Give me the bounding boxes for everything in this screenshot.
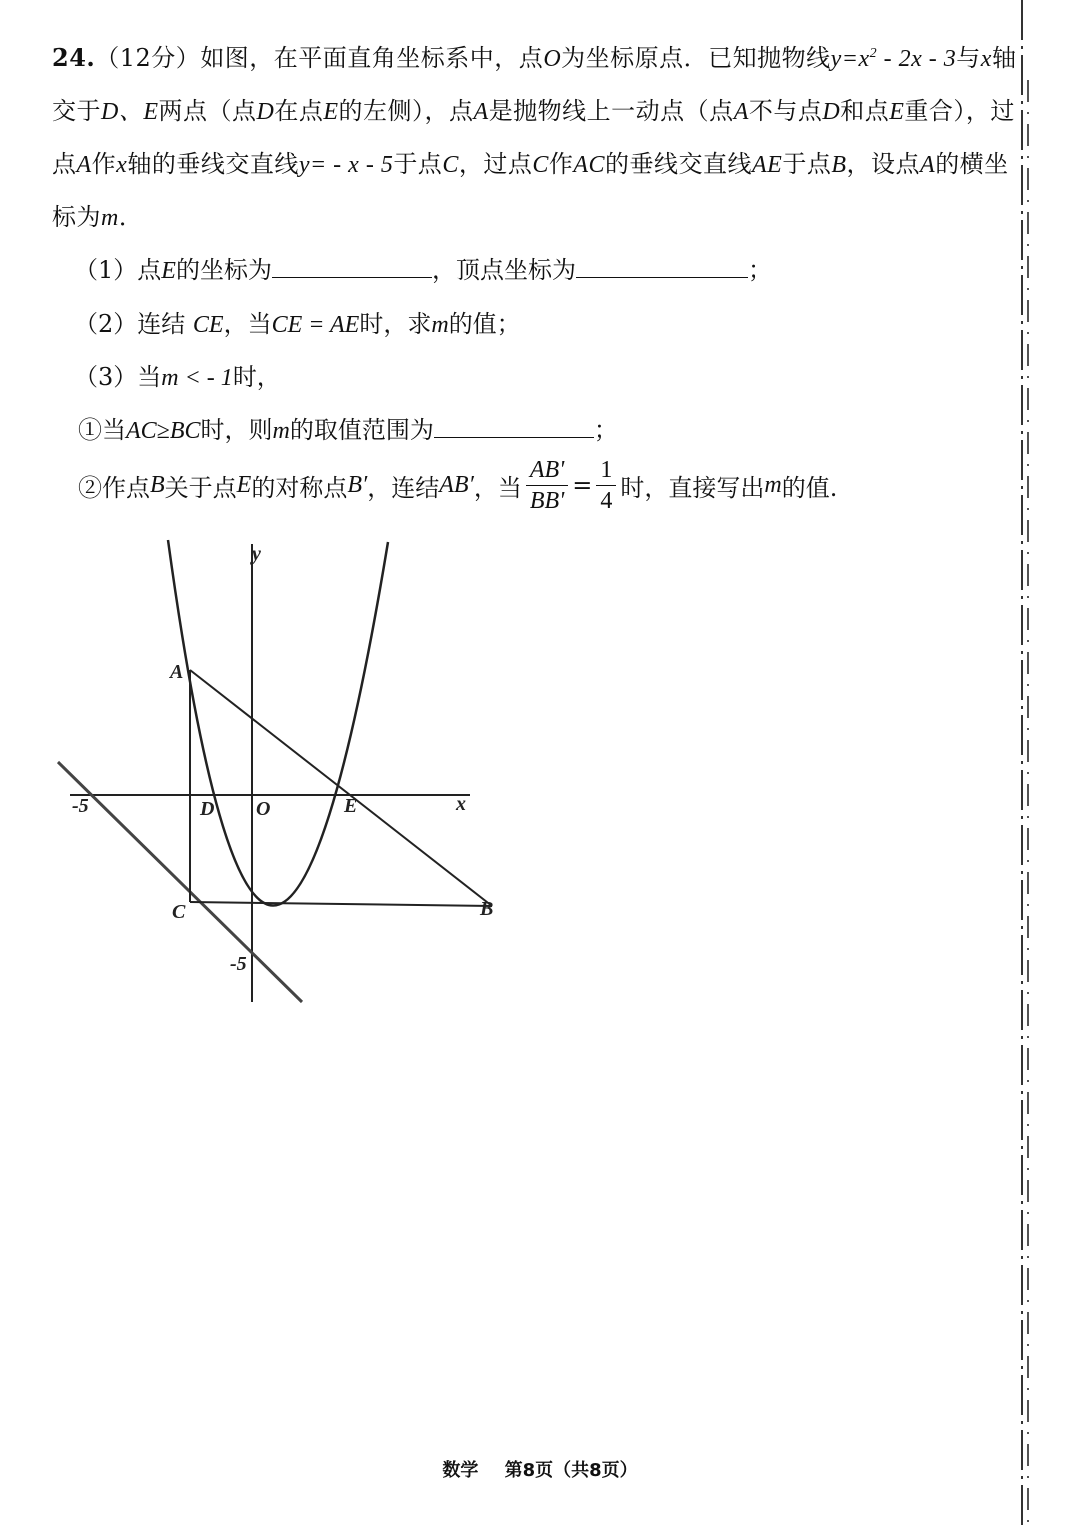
q3-condition: m < - 1: [161, 365, 233, 391]
q3b-end: 的值.: [781, 474, 838, 502]
problem-text: 不与点: [748, 97, 823, 125]
q3b-label: ②作点: [78, 474, 150, 502]
footer-page-number: 第8页（共8页）: [504, 1460, 638, 1481]
q3a-text: 的取值范围为: [289, 416, 434, 444]
label-o: O: [256, 798, 271, 820]
q2-end: 的值；: [448, 310, 521, 338]
footer-subject: 数学: [442, 1460, 479, 1481]
q3a-end: ；: [593, 416, 618, 444]
var-m: m: [272, 418, 290, 444]
point-e: E: [236, 472, 252, 498]
point-e: E: [889, 99, 905, 125]
label-neg5-y: -5: [230, 953, 247, 975]
point-b-prime: B′: [347, 472, 368, 498]
segment-ae: AE: [752, 152, 783, 178]
problem-text: 是抛物线上一动点（点: [488, 97, 734, 125]
problem-text: ．: [118, 203, 144, 231]
q3b-text: 时，直接写出: [620, 474, 765, 502]
page-footer: [0, 1456, 1080, 1482]
question-3: [74, 357, 281, 392]
x-var: x: [116, 152, 128, 178]
problem-text: 的横坐标为: [52, 150, 1009, 231]
point-o: O: [543, 46, 562, 72]
point-e: E: [161, 258, 176, 284]
question-1: [74, 250, 772, 285]
answer-blank-m-range[interactable]: [434, 437, 594, 438]
point-c: C: [442, 152, 459, 178]
value-numerator: 1: [596, 455, 616, 486]
q3a-label: ①当: [78, 416, 126, 444]
problem-number: 24.: [52, 43, 96, 72]
segment-ac: AC: [573, 152, 606, 178]
question-3-part-1: [78, 410, 618, 445]
label-x: x: [456, 793, 466, 815]
problem-statement: [52, 28, 1022, 244]
ratio-denominator: BB': [529, 488, 565, 514]
label-neg5-x: -5: [72, 795, 89, 817]
value-fraction: [596, 455, 616, 516]
label-y: y: [252, 543, 261, 565]
problem-text: 于点: [782, 150, 832, 178]
problem-text: 的左侧），点: [338, 97, 474, 125]
label-a: A: [170, 661, 184, 683]
binding-edge-mark: [1020, 0, 1032, 1527]
problem-text: 重合），过点: [52, 97, 1015, 178]
label-e: E: [344, 795, 358, 817]
problem-text: ，过点: [458, 150, 533, 178]
problem-text: 作: [91, 150, 117, 178]
q3b-text: 的对称点: [251, 474, 348, 502]
q3a-condition: AC≥BC: [126, 418, 201, 444]
problem-text: 在点: [274, 97, 324, 125]
ratio-numerator: AB': [526, 455, 568, 486]
answer-blank-e-coord[interactable]: [272, 277, 432, 278]
coordinate-figure: [40, 530, 520, 1020]
equals-sign: =: [572, 471, 593, 500]
ratio-fraction: [526, 455, 568, 516]
q3-label: （3）当: [74, 363, 162, 391]
problem-text: 如图，在平面直角坐标系中，点: [200, 44, 544, 72]
point-d: D: [822, 99, 841, 125]
q3b-text: ，当: [473, 474, 522, 502]
q3b-text: ，连结: [367, 474, 440, 502]
q1-label: （1）点: [74, 256, 162, 284]
problem-text: ，设点: [846, 150, 921, 178]
problem-text: 为坐标原点．已知抛物线: [561, 44, 831, 72]
problem-text: 和点: [840, 97, 890, 125]
x-var: x: [980, 46, 992, 72]
parabola-equation: [831, 46, 957, 72]
label-d: D: [200, 798, 215, 820]
parabola-suffix: - 2x - 3: [877, 46, 957, 72]
problem-text: 作: [548, 150, 574, 178]
var-m: m: [764, 472, 782, 498]
parabola-exponent: 2: [869, 46, 878, 61]
problem-text: 于点: [393, 150, 443, 178]
points-de: D、E: [101, 99, 159, 125]
point-d: D: [256, 99, 275, 125]
point-e: E: [323, 99, 339, 125]
q3b-text: 关于点: [164, 474, 237, 502]
point-c: C: [532, 152, 549, 178]
point-a: A: [733, 99, 749, 125]
q1-text: 的坐标为: [175, 256, 272, 284]
segment-ce: CE: [192, 312, 224, 338]
q1-end: ；: [747, 256, 772, 284]
line-equation: y= - x - 5: [298, 152, 394, 178]
problem-points: （12分）: [95, 44, 201, 72]
answer-blank-vertex[interactable]: [576, 277, 748, 278]
var-m: m: [431, 312, 449, 338]
problem-text: 轴的垂线交直线: [127, 150, 299, 178]
point-b: B: [150, 472, 165, 498]
point-b: B: [831, 152, 847, 178]
label-c: C: [172, 901, 186, 923]
problem-text: 的垂线交直线: [605, 150, 753, 178]
q3-end: 时，: [232, 363, 281, 391]
q2-text: 时，求: [359, 310, 432, 338]
problem-text: 轴交于: [52, 44, 1017, 125]
q3a-text: 时，则: [200, 416, 273, 444]
q2-condition: CE = AE: [271, 312, 360, 338]
question-2: [74, 304, 521, 339]
parabola-curve: [168, 540, 388, 906]
point-a: A: [473, 99, 489, 125]
q2-label: （2）连结: [74, 310, 186, 338]
problem-text: 与: [956, 44, 981, 72]
var-m: m: [101, 205, 119, 231]
value-denominator: 4: [600, 488, 613, 514]
label-b: B: [480, 898, 494, 920]
parabola-prefix: y=x: [830, 46, 870, 72]
segment-ab-prime: AB′: [439, 472, 474, 498]
point-a: A: [76, 152, 92, 178]
q2-text: ，当: [223, 310, 272, 338]
segment-cb: [190, 902, 492, 906]
problem-text: 两点（点: [158, 97, 257, 125]
point-a: A: [920, 152, 936, 178]
line-ae-b: [190, 670, 492, 906]
question-3-part-2: [78, 455, 837, 516]
q1-text: ，顶点坐标为: [431, 256, 576, 284]
